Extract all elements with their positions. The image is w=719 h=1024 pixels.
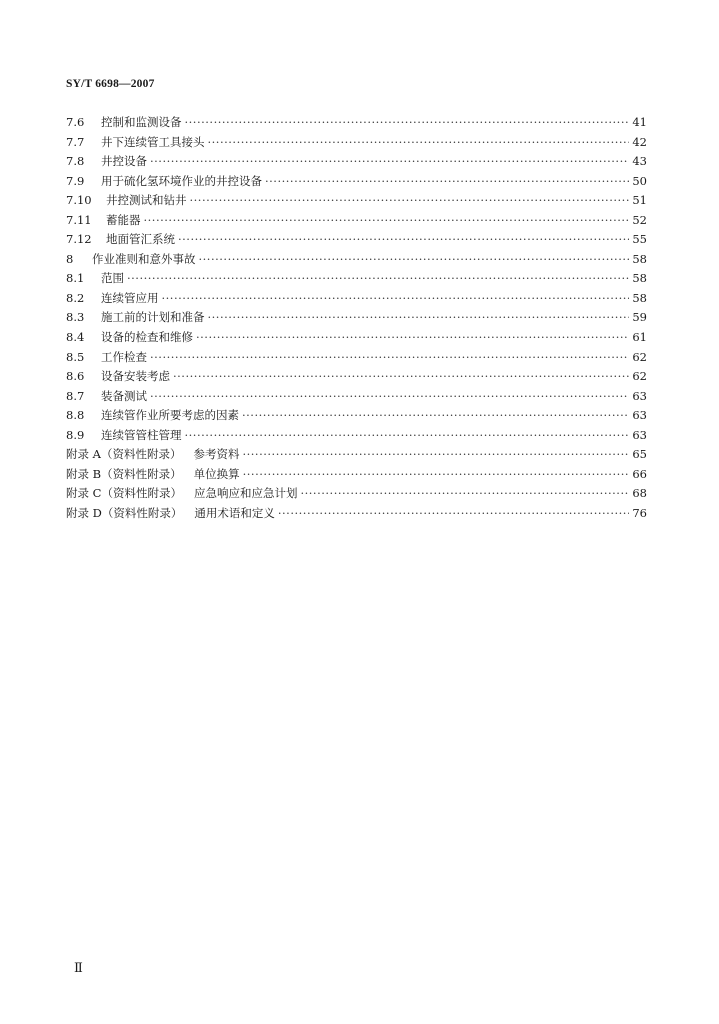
toc-entry-title: 施工前的计划和准备 — [101, 310, 205, 325]
toc-entry-title: 作业准则和意外事故 — [92, 251, 196, 266]
page-number-footer: Ⅱ — [74, 960, 83, 975]
toc-entry-number: 8 — [66, 251, 74, 266]
dot-leader — [208, 308, 630, 328]
toc-entry-page: 52 — [632, 212, 647, 227]
toc-entry[interactable] — [66, 406, 647, 426]
toc-entry-title: 装备测试 — [101, 388, 147, 403]
dot-leader — [144, 211, 630, 231]
dot-leader — [242, 406, 629, 426]
toc-entry-title: 井控测试和钻井 — [106, 193, 187, 208]
toc-entry-number: 7.9 — [66, 173, 85, 188]
toc-entry-number: 8.8 — [66, 408, 85, 423]
toc-entry-page: 43 — [632, 154, 647, 169]
toc-entry-title: 设备安装考虑 — [101, 369, 170, 384]
toc-entry[interactable] — [66, 504, 647, 524]
toc-entry[interactable] — [66, 308, 647, 328]
dot-leader — [127, 269, 629, 289]
toc-entry-page: 51 — [632, 193, 647, 208]
toc-entry-number: 8.7 — [66, 388, 85, 403]
toc-entry-number: 7.6 — [66, 115, 85, 129]
toc-entry-number: 8.6 — [66, 369, 85, 384]
toc-entry-page: 63 — [632, 388, 647, 403]
toc-entry-number: 8.1 — [66, 271, 85, 286]
toc-entry-title: 单位换算 — [193, 466, 240, 481]
dot-leader — [178, 230, 629, 250]
dot-leader — [162, 289, 630, 309]
table-of-contents — [66, 113, 647, 523]
toc-entry[interactable] — [66, 133, 647, 153]
toc-entry-number: 附录 B（资料性附录） — [66, 466, 182, 481]
toc-entry-number: 7.10 — [66, 193, 92, 208]
toc-entry-page: 58 — [632, 290, 647, 305]
toc-entry-number: 附录 A（资料性附录） — [66, 447, 182, 462]
dot-leader — [150, 387, 629, 407]
toc-entry[interactable] — [66, 113, 647, 133]
dot-leader — [300, 484, 629, 504]
toc-entry-title: 地面管汇系统 — [106, 232, 175, 247]
toc-entry[interactable] — [66, 152, 647, 172]
toc-entry-title: 设备的检查和维修 — [101, 330, 193, 345]
toc-entry-page: 41 — [632, 115, 647, 129]
toc-entry[interactable] — [66, 426, 647, 446]
dot-leader — [208, 133, 630, 153]
toc-entry[interactable] — [66, 445, 647, 465]
toc-entry-page: 62 — [632, 349, 647, 364]
toc-entry-page: 61 — [632, 330, 647, 345]
toc-entry-title: 范围 — [101, 271, 124, 286]
toc-entry[interactable] — [66, 211, 647, 231]
dot-leader — [190, 191, 630, 211]
dot-leader — [243, 465, 630, 485]
toc-entry-title: 蓄能器 — [106, 212, 141, 227]
toc-entry-title: 连续管管柱管理 — [101, 427, 182, 442]
toc-entry-page: 63 — [632, 427, 647, 442]
toc-entry-page: 50 — [632, 173, 647, 188]
toc-entry-title: 参考资料 — [193, 447, 240, 462]
toc-entry[interactable] — [66, 172, 647, 192]
dot-leader — [150, 152, 629, 172]
toc-entry-number: 7.7 — [66, 134, 85, 149]
toc-entry-title: 井控设备 — [101, 154, 147, 169]
toc-entry-title: 井下连续管工具接头 — [101, 134, 205, 149]
toc-entry[interactable] — [66, 484, 647, 504]
toc-entry-number: 8.3 — [66, 310, 85, 325]
toc-entry-number: 8.9 — [66, 427, 85, 442]
dot-leader — [185, 113, 630, 133]
toc-entry-page: 42 — [632, 134, 647, 149]
dot-leader — [265, 172, 629, 192]
toc-entry-number: 附录 C（资料性附录） — [66, 486, 182, 501]
toc-entry-number: 7.11 — [66, 212, 92, 227]
dot-leader — [242, 445, 629, 465]
toc-entry-page: 66 — [632, 466, 647, 481]
dot-leader — [150, 348, 629, 368]
toc-entry-page: 68 — [632, 486, 647, 501]
toc-entry-number: 8.2 — [66, 290, 85, 305]
toc-entry-page: 76 — [632, 505, 647, 520]
toc-entry[interactable] — [66, 269, 647, 289]
dot-leader — [173, 367, 629, 387]
standard-code-header: SY/T 6698—2007 — [66, 78, 155, 90]
toc-entry[interactable] — [66, 230, 647, 250]
toc-entry-title: 连续管应用 — [101, 290, 159, 305]
toc-entry[interactable] — [66, 465, 647, 485]
toc-entry-title: 用于硫化氢环境作业的井控设备 — [101, 173, 262, 188]
toc-entry[interactable] — [66, 387, 647, 407]
toc-entry-title: 连续管作业所要考虑的因素 — [101, 408, 239, 423]
toc-entry-title: 通用术语和定义 — [194, 505, 275, 520]
toc-entry[interactable] — [66, 250, 647, 270]
dot-leader — [199, 250, 630, 270]
toc-entry-number: 8.4 — [66, 330, 85, 345]
toc-entry-number: 7.8 — [66, 154, 85, 169]
toc-entry-page: 59 — [632, 310, 647, 325]
toc-entry-title: 工作检查 — [101, 349, 147, 364]
dot-leader — [278, 504, 629, 524]
toc-entry-page: 58 — [632, 271, 647, 286]
toc-entry-page: 58 — [632, 251, 647, 266]
toc-entry[interactable] — [66, 348, 647, 368]
toc-entry[interactable] — [66, 191, 647, 211]
toc-entry[interactable] — [66, 328, 647, 348]
toc-entry-number: 7.12 — [66, 232, 92, 247]
toc-entry-page: 65 — [632, 447, 647, 462]
toc-entry-number: 8.5 — [66, 349, 85, 364]
toc-entry-title: 应急响应和应急计划 — [193, 486, 298, 501]
toc-entry[interactable] — [66, 367, 647, 387]
toc-entry-page: 63 — [632, 408, 647, 423]
toc-entry-page: 62 — [632, 369, 647, 384]
toc-entry-page: 55 — [632, 232, 647, 247]
dot-leader — [185, 426, 630, 446]
dot-leader — [196, 328, 629, 348]
toc-entry[interactable] — [66, 289, 647, 309]
toc-entry-number: 附录 D（资料性附录） — [66, 505, 183, 520]
toc-entry-title: 控制和监测设备 — [101, 115, 182, 129]
